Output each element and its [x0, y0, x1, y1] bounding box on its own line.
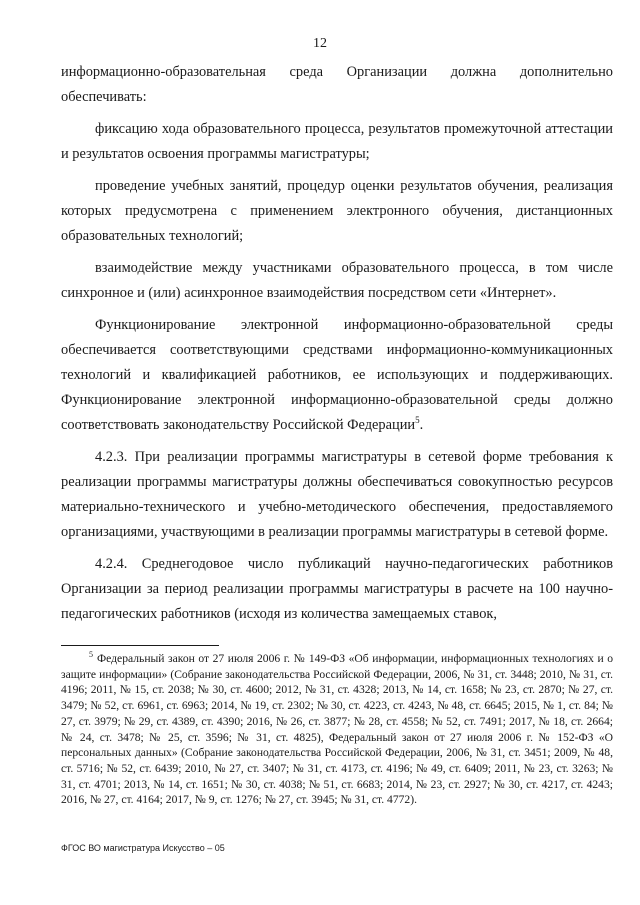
footnote: [61, 651, 613, 808]
paragraph-interaction: взаимодействие между участниками образовательного процесса, в том числе синхронное и (или) асинхронное взаимодействия посредством сети «Интернет».: [61, 260, 613, 301]
body-text: [61, 60, 613, 634]
page-footer: ФГОС ВО магистратура Искусство – 05: [61, 843, 225, 853]
footnote-mark: 5: [89, 650, 93, 660]
footnote-text: Федеральный закон от 27 июля 2006 г. № 149-ФЗ «Об информации, информационных технологиях и о защите информации» (Собрание законодательства Российской Федерации, 2006, № 31, ст. 3448; 2010, № 31, ст. 4196; 2011, № 15, ст. 2038; № 30, ст. 4600; 2012, № 31, ст. 4328; 2013, № 14, ст. 1658; № 23, ст. 2870; № 27, ст. 3479; № 52, ст. 6961, ст. 6963; 2014, № 19, ст. 2302; № 30, ст. 4223, ст. 4243, № 48, ст. 6645; 2015, № 1, ст. 84; № 27, ст. 3979; № 29, ст. 4389, ст. 4390; 2016, № 26, ст. 3877; № 28, ст. 4558; № 52, ст. 7491; 2017, № 18, ст. 2664; № 24, ст. 3478; № 25, ст. 3596; № 31, ст. 4825), Федеральный закон от 27 июля 2006 г. № 152-ФЗ «О персональных данных» (Собрание законодательства Российской Федерации, 2006, № 31, ст. 3451; 2009, № 48, ст. 5716; № 52, ст. 6439; 2010, № 27, ст. 3407; № 31, ст. 4173, ст. 4196; № 49, ст. 6409; 2011, № 23, ст. 3263; № 31, ст. 4701; 2013, № 14, ст. 1651; № 30, ст. 4038; № 51, ст. 6683; 2014, № 23, ст. 2927; № 30, ст. 4217, ст. 4243; 2016, № 27, ст. 4164; 2017, № 9, ст. 1276; № 27, ст. 3945; № 31, ст. 4772).: [61, 652, 613, 807]
paragraph-classes: проведение учебных занятий, процедур оценки результатов обучения, реализация которых предусмотрена с применением электронного обучения, дистанционных образовательных технологий;: [61, 178, 613, 244]
paragraph-functioning: [61, 313, 613, 438]
paragraph-functioning-end: .: [419, 417, 424, 433]
paragraph-functioning-text: Функционирование электронной информационно-образовательной среды обеспечивается соответствующими средствами информационно-коммуникационных технологий и квалификацией работников, ее использующих и поддерживающих. Функционирование электронной информационно-образовательной среды должно соответствовать законодательству Российской Федерации: [61, 317, 613, 433]
footnote-divider: [61, 645, 219, 646]
paragraph-4-2-3: 4.2.3. При реализации программы магистратуры в сетевой форме требования к реализации программы магистратуры должны обеспечиваться совокупностью ресурсов материально-технического и учебно-методического обеспечения, предоставляемого организациями, участвующими в реализации программы магистратуры в сетевой форме.: [61, 449, 613, 540]
paragraph-ies-intro: информационно-образовательная среда Организации должна дополнительно обеспечивать:: [61, 64, 613, 105]
page-number: 12: [313, 36, 327, 51]
paragraph-4-2-4: 4.2.4. Среднегодовое число публикаций научно-педагогических работников Организации за период реализации программы магистратуры в расчете на 100 научно-педагогических работников (исходя из количества замещаемых ставок,: [61, 556, 613, 622]
paragraph-fixation: фиксацию хода образовательного процесса, результатов промежуточной аттестации и результатов освоения программы магистратуры;: [61, 121, 613, 162]
footnote-reference: 5: [415, 415, 420, 426]
